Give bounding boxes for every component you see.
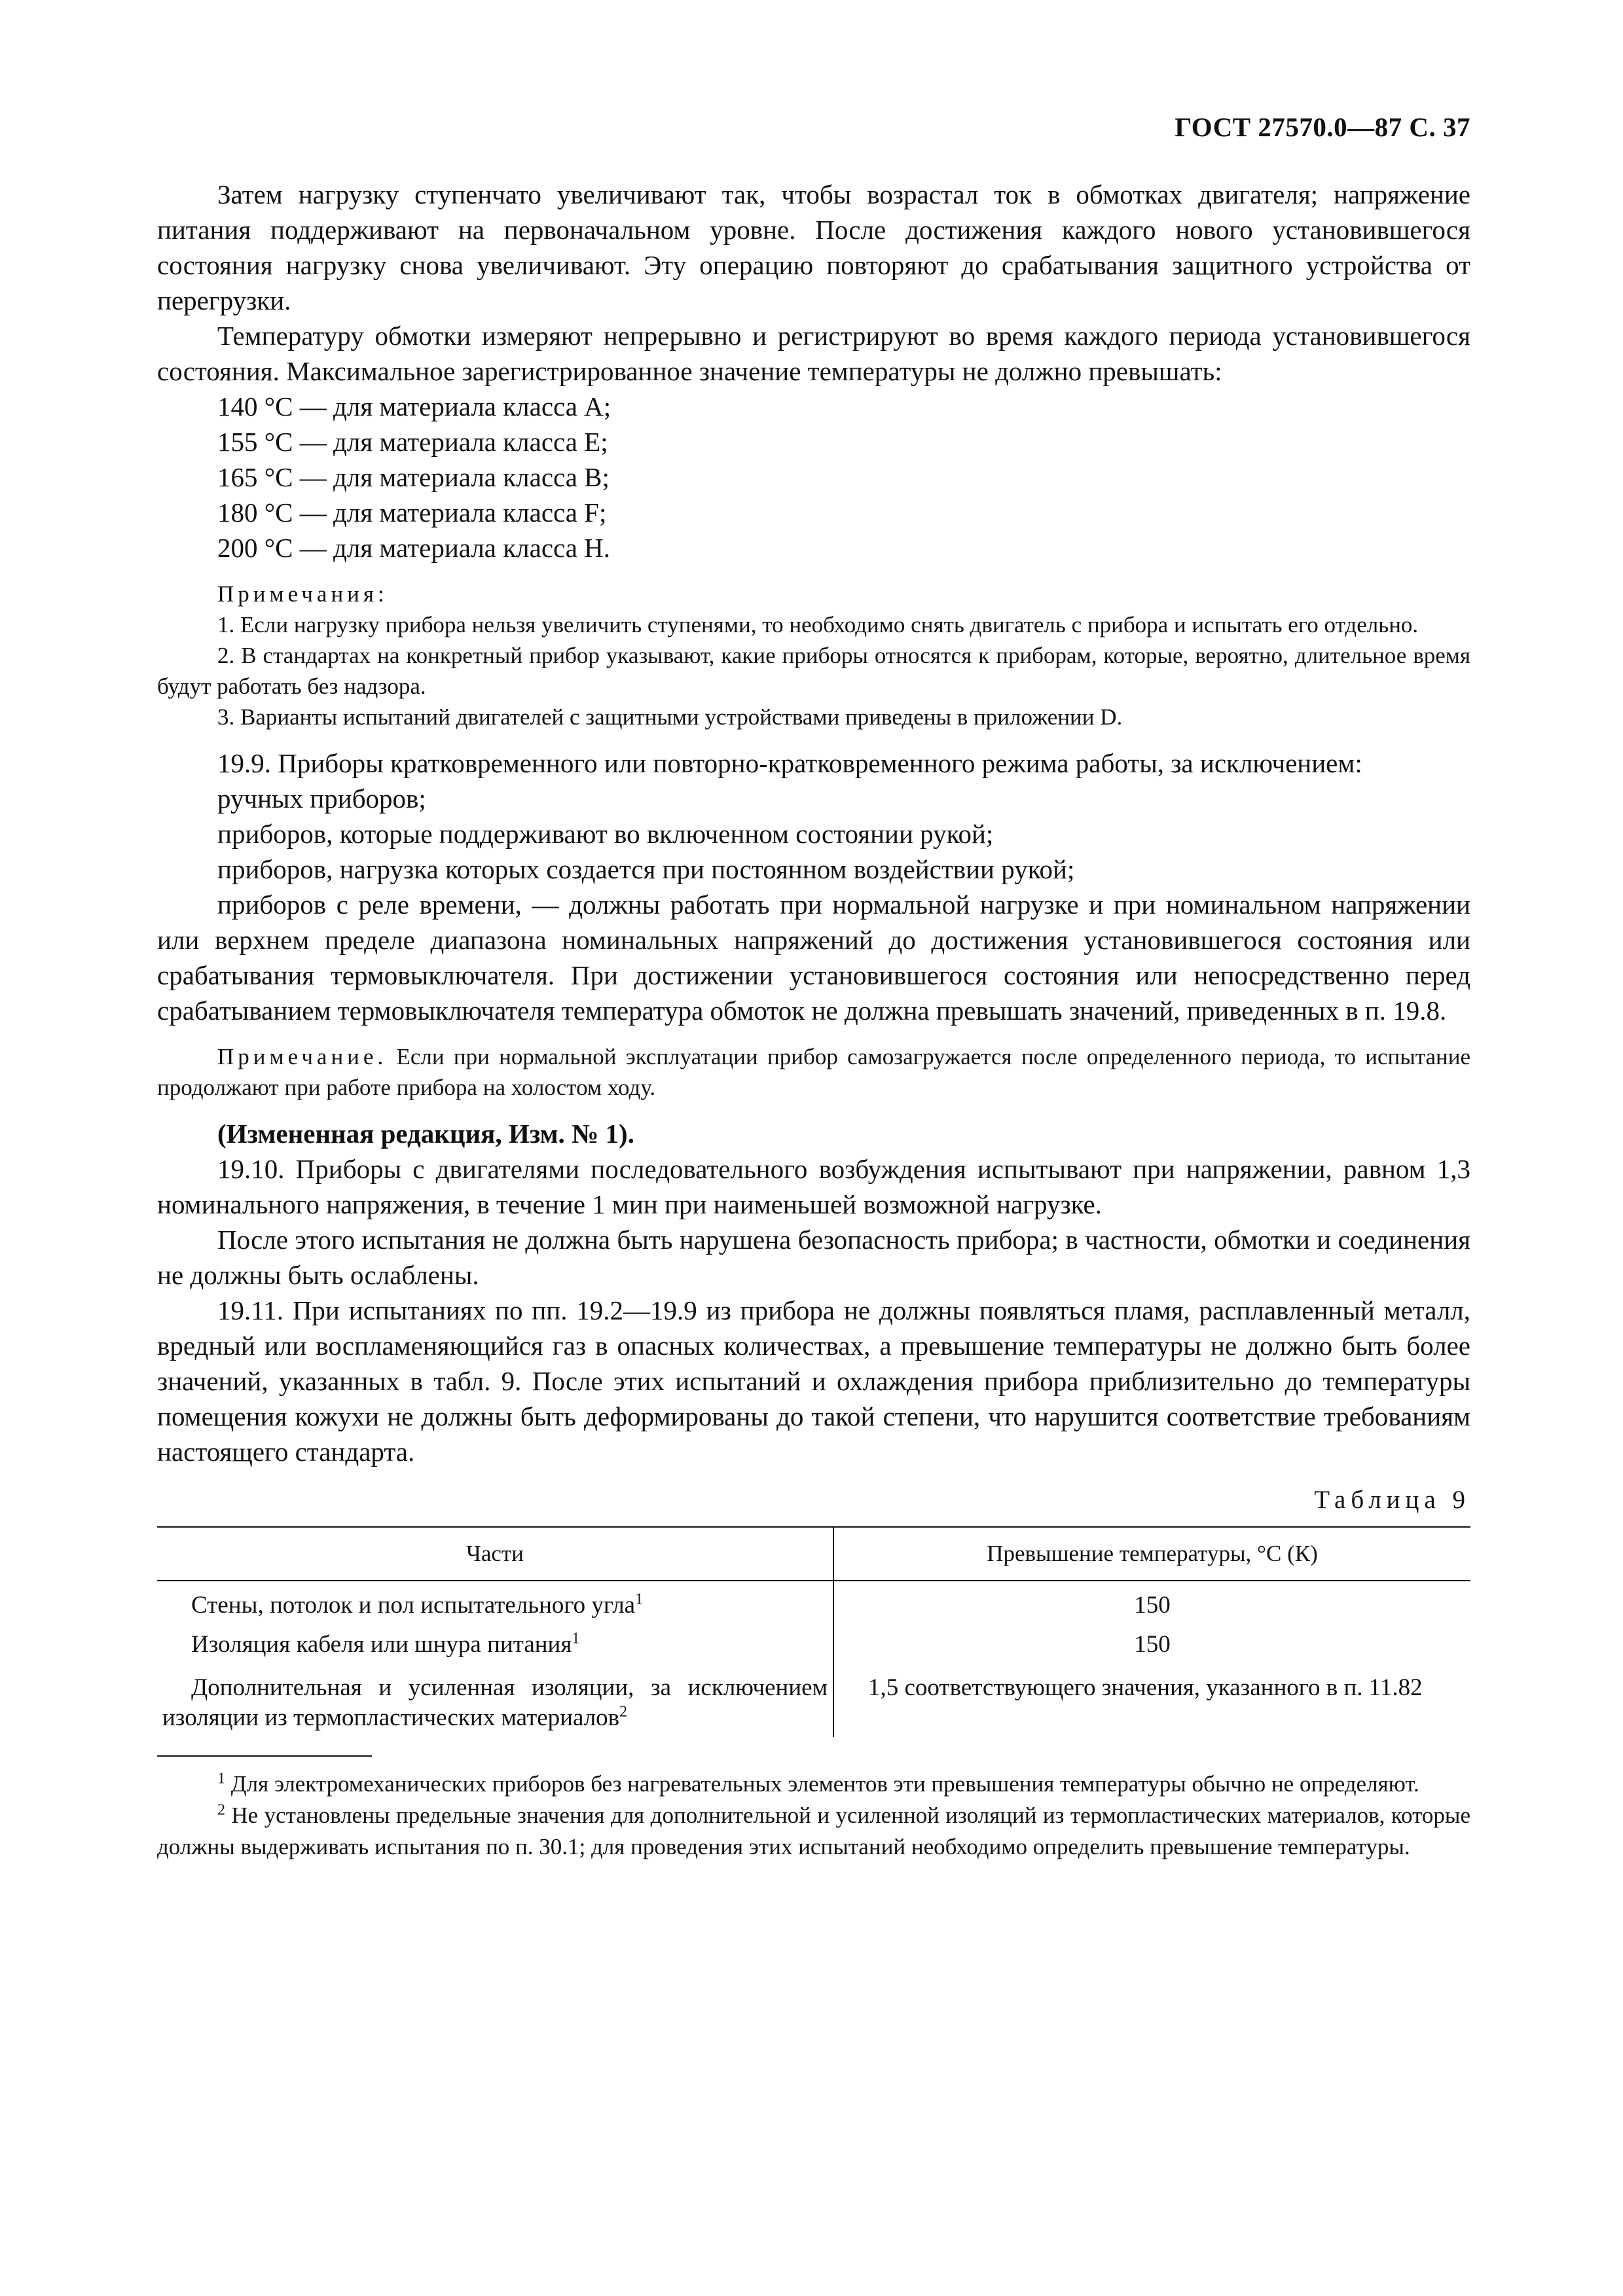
table-cell-value: 150 [833, 1581, 1470, 1624]
table-cell-part: Стены, потолок и пол испытательного угла [191, 1592, 636, 1619]
paragraph-19-9: 19.9. Приборы кратковременного или повторно-кратковременного режима работы, за исключением: [217, 748, 1362, 778]
page-header: ГОСТ 27570.0—87 С. 37 [1175, 112, 1470, 142]
note-item: 2. В стандартах на конкретный прибор указывают, какие приборы относятся к приборам, которые, вероятно, длительное время будут работать без надзора. [157, 643, 1470, 699]
table-cell-part: Дополнительная и усиленная изоляции, за исключением изоляции из термопластических материалов [162, 1674, 828, 1731]
table-row [157, 1581, 1470, 1624]
footnote-divider [157, 1755, 372, 1757]
footnote: $^1$ Для электромеханических приборов без нагревательных элементов эти превышения температуры обычно не определяют. [217, 1770, 1419, 1797]
notes-title: Примечания: [217, 581, 388, 607]
table-row [157, 1624, 1470, 1664]
footnote-ref: 1 [572, 1630, 580, 1647]
list-item: приборов, нагрузка которых создается при постоянном воздействии рукой; [217, 854, 1075, 884]
paragraph: После этого испытания не должна быть нарушена безопасность прибора; в частности, обмотки и соединения не должны быть ослаблены. [157, 1225, 1470, 1290]
table-cell-part: Изоляция кабеля или шнура питания [191, 1631, 572, 1658]
note-item: 3. Варианты испытаний двигателей с защитными устройствами приведены в приложении D. [217, 704, 1123, 730]
footnote-ref: 1 [635, 1590, 644, 1608]
footnote-ref: 2 [619, 1703, 628, 1721]
table-cell-value: 150 [833, 1624, 1470, 1664]
paragraph: Затем нагрузку ступенчато увеличивают так, чтобы возрастал ток в обмотках двигателя; напряжение питания поддерживают на первоначальном уровне. После достижения каждого нового установившегося состояния нагрузку снова увеличивают. Эту операцию повторяют до срабатывания защитного устройства от перегрузки. [157, 179, 1470, 315]
list-item: 200 °С — для материала класса Н. [217, 533, 611, 563]
note-item: 1. Если нагрузку прибора нельзя увеличить ступенями, то необходимо снять двигатель с прибора и испытать его отдельно. [217, 612, 1419, 637]
paragraph-19-11: 19.11. При испытаниях по пп. 19.2—19.9 из прибора не должны появляться пламя, расплавленный металл, вредный или воспламеняющийся газ в опасных количествах, а превышение температуры не должно быть более значений, указанных в табл. 9. После этих испытаний и охлаждения прибора приблизительно до температуры помещения кожухи не должны быть деформированы до такой степени, что нарушится соответствие требованиям настоящего стандарта. [157, 1295, 1470, 1467]
paragraph: приборов с реле времени, — должны работать при нормальной нагрузке и при номинальном напряжении или верхнем пределе диапазона номинальных напряжений до достижения установившегося состояния или срабатывания термовыключателя. При достижении установившегося состояния или непосредственно перед срабатыванием термовыключателя температура обмоток не должна превышать значений, приведенных в п. 19.8. [157, 889, 1470, 1026]
note [157, 1041, 1470, 1103]
table-row [157, 1664, 1470, 1737]
footnote-mark: 1 [217, 1770, 225, 1787]
list-item: 180 °С — для материала класса F; [217, 497, 607, 528]
table-9 [157, 1526, 1470, 1737]
list-item: 165 °С — для материала класса В; [217, 462, 610, 492]
amendment: (Измененная редакция, Изм. № 1). [217, 1119, 634, 1149]
paragraph: Температуру обмотки измеряют непрерывно и регистрируют во время каждого периода установившегося состояния. Максимальное зарегистрированное значение температуры не должно превышать: [157, 321, 1470, 386]
note-text: Если при нормальной эксплуатации прибор самозагружается после определенного периода, то испытание продолжают при работе прибора на холостом ходу. [157, 1044, 1470, 1100]
list-item: приборов, которые поддерживают во включенном состоянии рукой; [217, 819, 994, 849]
table-header-temperature: Превышение температуры, °С (К) [833, 1527, 1470, 1581]
table-caption: Таблица 9 [1314, 1486, 1470, 1514]
footnote: $^2$ Не установлены предельные значения для дополнительной и усиленной изоляций из термопластических материалов, которые должны выдерживать испытания по п. 30.1; для проведения этих испытаний необходимо определить превышение температуры. [157, 1801, 1470, 1859]
list-item: 140 °С — для материала класса А; [217, 391, 611, 422]
paragraph-19-10: 19.10. Приборы с двигателями последовательного возбуждения испытывают при напряжении, равном 1,3 номинального напряжения, в течение 1 мин при наименьшей возможной нагрузке. [157, 1154, 1470, 1219]
note-label: Примечание. [217, 1044, 388, 1069]
list-item: ручных приборов; [217, 783, 426, 814]
table-cell-value: 1,5 соответствующего значения, указанного в п. 11.82 [833, 1664, 1470, 1737]
document-page [157, 111, 1470, 1863]
table-header-parts: Части [157, 1527, 833, 1581]
list-item: 155 °С — для материала класса Е; [217, 427, 608, 457]
footnote-mark: 2 [217, 1801, 225, 1819]
